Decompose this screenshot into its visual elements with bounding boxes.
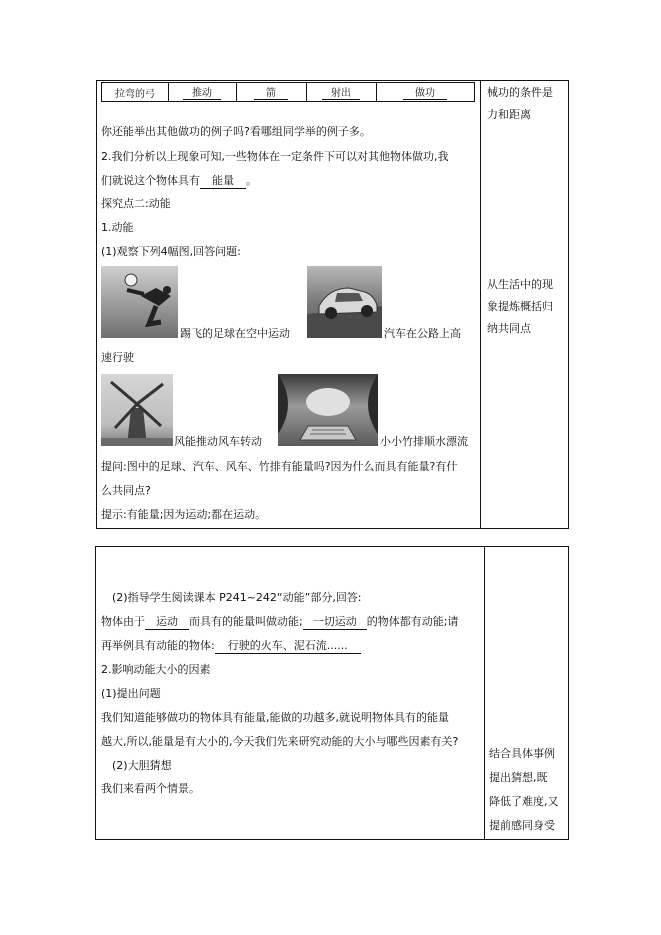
windmill-photo (101, 374, 173, 446)
photo-caption: 汽车在公路上高 (384, 327, 461, 340)
subheading: 1.动能 (101, 221, 134, 234)
side-note-a2: 力和距离 (487, 108, 531, 121)
car-photo (307, 266, 382, 338)
section-heading: 2.影响动能大小的因素 (101, 663, 211, 676)
question-line: 么共同点? (101, 484, 151, 497)
table-1-divider (480, 80, 481, 529)
section-heading: 探究点二:动能 (101, 197, 171, 210)
photo-caption: 踢飞的足球在空中运动 (180, 327, 290, 340)
side-note-c2: 提出猜想,既 (489, 771, 548, 784)
bow-cell-2: 推动 (168, 83, 236, 101)
text-line: 越大,所以,能量是有大小的,今天我们先来研究动能的大小与哪些因素有关? (101, 735, 459, 748)
side-note-c4: 提前感同身受 (489, 819, 555, 832)
text-line: 2.我们分析以上现象可知,一些物体在一定条件下可以对其他物体做功,我 (101, 150, 449, 163)
question-line: 提问:图中的足球、汽车、风车、竹排有能量吗?因为什么而具有能量?有什 (101, 460, 458, 473)
bow-cell-1: 拉弯的弓 (115, 88, 155, 100)
bow-table (101, 82, 475, 102)
bow-cell-5: 做功 (376, 83, 474, 101)
photo-caption: 小小竹排顺水漂流 (380, 435, 468, 448)
text-line: 物体由于 运动 而具有的能量叫做动能; 一切运动 的物体都有动能;请 (101, 615, 459, 628)
side-note-c1: 结合具体事例 (489, 747, 555, 760)
text-line: 我们来看两个情景。 (101, 782, 200, 795)
hint-line: 提示:有能量;因为运动;都在运动。 (101, 508, 267, 521)
photo-caption: 风能推动风车转动 (174, 435, 262, 448)
text-line: 你还能举出其他做功的例子吗?看哪组同学举的例子多。 (101, 125, 371, 138)
bow-cell-4: 射出 (306, 83, 376, 101)
side-note-b1: 从生活中的现 (487, 278, 553, 291)
bamboo-raft-photo (278, 374, 378, 446)
text-line: 们就说这个物体具有 能量 。 (101, 174, 257, 187)
bow-cell-3: 箭 (236, 83, 306, 101)
text-line: 我们知道能够做功的物体具有能量,能做的功越多,就说明物体具有的能量 (101, 711, 449, 724)
text-line: (2)指导学生阅读课本 P241~242“动能”部分,回答: (112, 591, 362, 604)
side-note-a1: 械功的条件是 (487, 86, 553, 99)
side-note-c3: 降低了难度,又 (489, 795, 559, 808)
photo-caption-cont: 速行驶 (101, 351, 134, 364)
subheading: (2)大胆猜想 (112, 759, 172, 772)
table-2-divider (484, 546, 485, 840)
text-line: 再举例具有动能的物体: 行驶的火车、泥石流...... (101, 639, 361, 654)
text-line: (1)观察下列4幅图,回答问题: (101, 245, 241, 258)
side-note-b3: 纳共同点 (487, 322, 531, 335)
side-note-b2: 象提炼概括归 (487, 300, 553, 313)
subheading: (1)提出问题 (101, 687, 161, 700)
soccer-kick-photo (101, 266, 178, 338)
